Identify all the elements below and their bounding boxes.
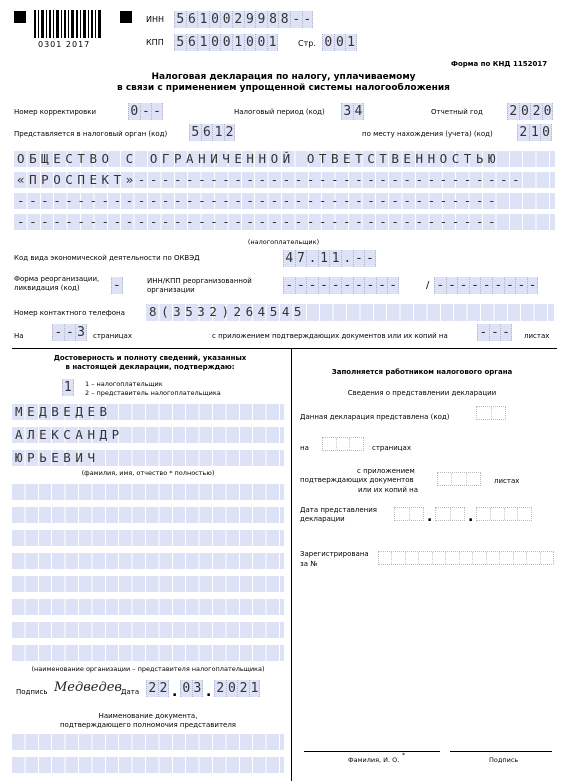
char-cell: 1: [197, 34, 209, 51]
sign-line: [450, 751, 552, 752]
taxpayer-line-3[interactable]: ----------------------------------------: [14, 193, 555, 209]
rep-org-line-1[interactable]: [12, 484, 284, 500]
char-cell: 6: [201, 124, 213, 141]
registered-label-2: за №: [300, 560, 318, 568]
char-cell: 9: [244, 11, 256, 28]
kpp-field[interactable]: [174, 34, 278, 51]
year-field[interactable]: [507, 103, 553, 120]
char-cell: -: [366, 251, 374, 266]
right-attach-1: с приложением: [357, 467, 415, 475]
char-cell: 1: [197, 11, 209, 28]
char-cell: 0: [209, 11, 221, 28]
char-cell: 2: [507, 103, 519, 120]
fio-line: [304, 751, 440, 752]
char-cell: 1: [268, 35, 277, 50]
rep-org-line-2[interactable]: [12, 507, 284, 523]
rep-org-line-6[interactable]: [12, 599, 284, 615]
rep-org-line-5[interactable]: [12, 576, 284, 592]
doc-line-2[interactable]: [12, 757, 284, 773]
char-cell: 0: [128, 103, 140, 120]
confirm-heading-1: Достоверность и полноту сведений, указанных: [53, 354, 247, 362]
char-cell: -: [480, 277, 492, 294]
org-caption: (наименование организации – представителя налогоплательщика): [31, 665, 265, 673]
doc-caption-1: Наименование документа,: [98, 712, 198, 720]
signer-code-field[interactable]: [62, 379, 74, 396]
right-attach-2: подтверждающих документов: [300, 476, 414, 484]
char-cell: -: [515, 277, 527, 294]
right-attach-box[interactable]: [437, 472, 481, 486]
location-field[interactable]: [517, 124, 552, 141]
char-cell: 6: [186, 34, 198, 51]
char-cell: -: [376, 277, 388, 294]
char-cell: 7: [295, 250, 307, 267]
correction-label: Номер корректировки: [14, 108, 96, 116]
fio-caption: Фамилия, И. О.: [348, 756, 400, 764]
barcode: [32, 10, 104, 38]
submission-subheading: Сведения о представлении декларации: [347, 389, 497, 397]
reorg-kpp-field[interactable]: [434, 277, 538, 294]
okved-label: Код вида экономической деятельности по ОКВЭД: [14, 254, 200, 262]
inn-field[interactable]: [174, 11, 313, 28]
char-cell: 2: [517, 124, 529, 141]
char-cell: 0: [220, 34, 232, 51]
char-cell: 0: [226, 680, 238, 697]
char-cell: -: [329, 277, 341, 294]
char-cell: 2: [225, 125, 234, 140]
date-year-field[interactable]: [214, 680, 260, 697]
char-cell: -: [52, 324, 64, 341]
char-cell: -: [140, 103, 152, 120]
signature-scribble[interactable]: Медведев: [54, 680, 123, 695]
authority-field[interactable]: [189, 124, 235, 141]
registered-label-1: Зарегистрирована: [300, 550, 369, 558]
kpp-label: КПП: [146, 38, 164, 47]
year-label: Отчетный год: [431, 108, 483, 116]
char-cell: 1: [63, 380, 72, 395]
char-cell: -: [64, 324, 76, 341]
char-cell: 1: [212, 124, 224, 141]
corner-marker-left: [14, 11, 26, 23]
date-month-field[interactable]: [180, 680, 203, 697]
char-cell: 0: [244, 34, 256, 51]
reorg-form-label-1: Форма реорганизации,: [14, 275, 100, 283]
char-cell: -: [364, 277, 376, 294]
right-date-dot-1: .: [427, 509, 433, 525]
reorg-form-field[interactable]: [111, 277, 123, 294]
signer-name[interactable]: АЛЕКСАНДР: [12, 427, 284, 443]
char-cell: 3: [77, 325, 85, 340]
date-label: Дата: [121, 688, 140, 696]
form-code: Форма по КНД 1152017: [451, 60, 548, 68]
period-label: Налоговый период (код): [234, 108, 325, 116]
char-cell: 0: [519, 103, 531, 120]
char-cell: 2: [159, 681, 168, 696]
char-cell: -: [446, 277, 458, 294]
horizontal-divider: [12, 348, 557, 349]
right-on-label: на: [300, 444, 309, 452]
doc-caption-2: подтверждающего полномочия представителя: [59, 721, 237, 729]
char-cell: -: [353, 250, 365, 267]
char-cell: 1: [250, 681, 259, 696]
char-cell: -: [389, 278, 398, 293]
rep-org-line-8[interactable]: [12, 645, 284, 661]
char-cell: 1: [347, 35, 355, 50]
reorg-inn-field[interactable]: [283, 277, 399, 294]
date-dot-2: .: [206, 684, 212, 700]
char-cell: 0: [322, 34, 334, 51]
char-cell: -: [303, 12, 312, 27]
char-cell: -: [492, 277, 504, 294]
right-sheets-label: листах: [494, 477, 520, 485]
char-cell: -: [528, 278, 537, 293]
pages-label: страницах: [93, 332, 132, 340]
registration-number-box[interactable]: [378, 551, 554, 565]
char-cell: -: [469, 277, 481, 294]
char-cell: -: [295, 277, 307, 294]
char-cell: -: [290, 11, 302, 28]
rep-org-line-7[interactable]: [12, 622, 284, 638]
char-cell: -: [353, 277, 365, 294]
char-cell: 8: [267, 11, 279, 28]
char-cell: 2: [146, 680, 158, 697]
char-cell: -: [306, 277, 318, 294]
rep-org-line-3[interactable]: [12, 530, 284, 546]
sheets-label: листах: [524, 332, 550, 340]
right-date-day-box[interactable]: [394, 507, 424, 521]
period-field[interactable]: [341, 103, 364, 120]
taxpayer-line-4[interactable]: ----------------------------------------: [14, 214, 555, 230]
corner-marker-right: [120, 11, 132, 23]
char-cell: 0: [543, 104, 552, 119]
reorg-slash: /: [426, 280, 430, 291]
location-label: по месту нахождения (учета) (код): [362, 130, 493, 138]
taxpayer-line-2[interactable]: «ПРОСПЕКТ»--------------------------------: [14, 172, 555, 188]
right-attach-3: или их копий на: [358, 486, 418, 494]
signer-patronymic[interactable]: ЮРЬЕВИЧ: [12, 450, 284, 466]
char-cell: -: [283, 277, 295, 294]
reorg-inn-label-1: ИНН/КПП реорганизованной: [147, 277, 252, 285]
fio-asterisk: *: [402, 752, 405, 759]
page-label: Стр.: [298, 39, 316, 48]
signer-option-2: 2 – представитель налогоплательщика: [85, 389, 221, 397]
char-cell: -: [318, 277, 330, 294]
date-dot-1: .: [172, 684, 178, 700]
char-cell: 1: [529, 124, 541, 141]
char-cell: 1: [318, 250, 330, 267]
char-cell: -: [341, 277, 353, 294]
char-cell: 2: [237, 680, 249, 697]
name-caption: (фамилия, имя, отчество * полностью): [81, 469, 215, 477]
char-cell: 0: [209, 34, 221, 51]
vertical-divider: [291, 349, 292, 781]
char-cell: 2: [214, 680, 226, 697]
char-cell: 5: [174, 34, 186, 51]
char-cell: -: [112, 278, 121, 293]
reorg-form-label-2: ликвидация (код): [14, 284, 80, 292]
char-cell: 2: [232, 11, 244, 28]
pages-count-field[interactable]: [52, 324, 87, 341]
char-cell: 2: [530, 103, 542, 120]
correction-field[interactable]: [128, 103, 163, 120]
barcode-number: 0301 2017: [38, 40, 91, 49]
doc-line-1[interactable]: [12, 734, 284, 750]
inn-label: ИНН: [146, 15, 165, 24]
taxpayer-line-1[interactable]: ОБЩЕСТВО С ОГРАНИЧЕННОЙ ОТВЕТСТВЕННОСТЬЮ: [14, 151, 555, 167]
char-cell: 4: [283, 250, 295, 267]
reorg-inn-label-2: организации: [147, 286, 195, 294]
char-cell: -: [457, 277, 469, 294]
char-cell: 6: [186, 11, 198, 28]
char-cell: -: [153, 104, 161, 119]
char-cell: -: [477, 324, 489, 341]
phone-label: Номер контактного телефона: [14, 309, 125, 317]
title-line-1: Налоговая декларация по налогу, уплачиваемому: [151, 72, 416, 82]
pages-on-label: На: [14, 332, 24, 340]
rep-org-line-4[interactable]: [12, 553, 284, 569]
char-cell: 0: [180, 680, 192, 697]
submitted-label: Данная декларация представлена (код): [300, 413, 450, 421]
char-cell: -: [504, 277, 516, 294]
char-cell: -: [434, 277, 446, 294]
char-cell: 5: [174, 11, 186, 28]
char-cell: -: [502, 325, 510, 340]
attach-count-field[interactable]: [477, 324, 512, 341]
phone-field[interactable]: 8(3532)264545: [146, 304, 554, 321]
right-pages-label: страницах: [372, 444, 411, 452]
confirm-heading-2: в настоящей декларации, подтверждаю:: [65, 363, 235, 371]
signer-option-1: 1 – налогоплательщик: [85, 380, 163, 388]
char-cell: 3: [341, 103, 353, 120]
submitted-code-box[interactable]: [476, 406, 506, 420]
char-cell: 3: [193, 681, 202, 696]
char-cell: 8: [278, 11, 290, 28]
char-cell: 5: [189, 124, 201, 141]
char-cell: 0: [220, 11, 232, 28]
tax-officer-heading: Заполняется работником налогового органа: [331, 368, 513, 376]
right-date-dot-2: .: [468, 509, 474, 525]
char-cell: 4: [354, 104, 363, 119]
right-date-year-box[interactable]: [476, 507, 532, 521]
authority-label: Представляется в налоговый орган (код): [14, 130, 168, 138]
signer-surname[interactable]: МЕДВЕДЕВ: [12, 404, 284, 420]
char-cell: 0: [542, 125, 550, 140]
date-day-field[interactable]: [146, 680, 169, 697]
title-line-2: в связи с применением упрощенной системы налогообложения: [117, 83, 450, 93]
right-date-label-1: Дата представления: [300, 506, 377, 514]
char-cell: 9: [255, 11, 267, 28]
char-cell: 1: [232, 34, 244, 51]
char-cell: 1: [329, 250, 341, 267]
char-cell: 0: [255, 34, 267, 51]
char-cell: .: [341, 250, 353, 267]
right-pages-box[interactable]: [322, 437, 364, 451]
okved-field[interactable]: [283, 250, 376, 267]
char-cell: .: [306, 250, 318, 267]
char-cell: 0: [334, 34, 346, 51]
taxpayer-caption: (налогоплательщик): [247, 238, 320, 246]
signature-label: Подпись: [16, 688, 48, 696]
right-date-label-2: декларации: [300, 515, 345, 523]
barcode-icon: [32, 10, 104, 38]
right-date-month-box[interactable]: [435, 507, 465, 521]
sign-caption: Подпись: [489, 756, 519, 764]
page-number-field[interactable]: [322, 34, 357, 51]
char-cell: -: [489, 324, 501, 341]
attach-label: с приложением подтверждающих документов или их копий на: [212, 332, 448, 340]
